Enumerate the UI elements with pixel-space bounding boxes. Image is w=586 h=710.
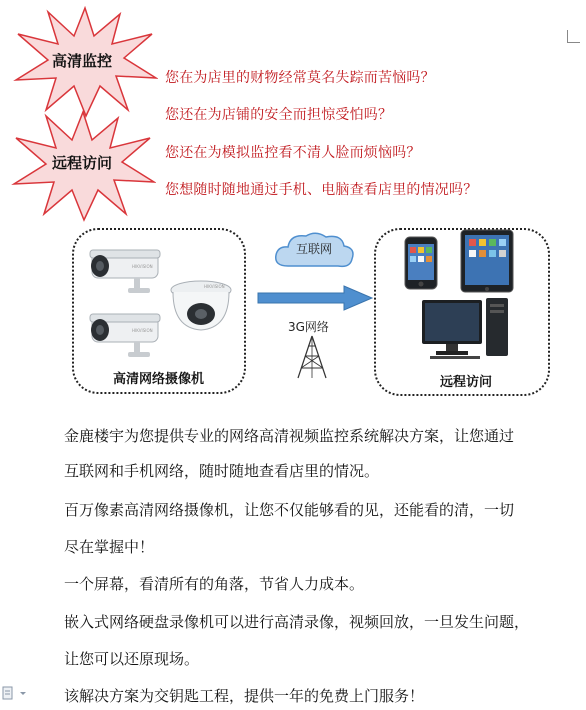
body-paragraph-line: 互联网和手机网络，随时随地查看店里的情况。 <box>64 462 380 480</box>
question-line: 您还在为模拟监控看不清人脸而烦恼吗？ <box>165 145 421 161</box>
question-line: 您在为店里的财物经常莫名失踪而苦恼吗？ <box>165 70 435 86</box>
badge-label-hd: 高清监控 <box>52 52 113 70</box>
page-margin-marker <box>567 30 580 43</box>
bullet-camera-icon <box>84 246 168 296</box>
tablet-icon <box>460 229 514 293</box>
camera-brand-text: HIKVISION <box>204 284 225 289</box>
smartphone-icon <box>404 236 438 290</box>
question-line: 您想随时随地通过手机、电脑查看店里的情况吗？ <box>165 182 478 198</box>
body-paragraph-line: 尽在掌握中！ <box>64 538 155 556</box>
right-arrow-icon <box>256 284 374 312</box>
dome-camera-icon <box>166 276 236 340</box>
network-label: 3G网络 <box>288 320 329 334</box>
cloud-label: 互联网 <box>296 242 333 256</box>
camera-brand-text: HIKVISION <box>132 264 153 269</box>
question-line: 您还在为店铺的安全而担惊受怕吗？ <box>165 107 393 123</box>
paste-options-icon[interactable] <box>2 686 30 700</box>
body-paragraph-line: 让您可以还原现场。 <box>64 650 200 668</box>
body-paragraph-line: 该解决方案为交钥匙工程，提供一年的免费上门服务！ <box>64 687 425 705</box>
body-paragraph-line: 金鹿楼宇为您提供专业的网络高清视频监控系统解决方案，让您通过 <box>64 427 515 445</box>
camera-box-label: 高清网络摄像机 <box>113 372 205 387</box>
remote-box-label: 远程访问 <box>440 375 493 390</box>
body-paragraph-line: 嵌入式网络硬盘录像机可以进行高清录像，视频回放，一旦发生问题， <box>64 613 530 631</box>
badge-label-remote: 远程访问 <box>52 154 113 172</box>
signal-tower-icon <box>290 334 334 380</box>
body-paragraph-line: 百万像素高清网络摄像机，让您不仅能够看的见，还能看的清，一切 <box>64 501 515 519</box>
bullet-camera-icon <box>84 310 168 360</box>
desktop-computer-icon <box>420 296 512 360</box>
body-paragraph-line: 一个屏幕，看清所有的角落，节省人力成本。 <box>64 575 365 593</box>
camera-brand-text: HIKVISION <box>132 328 153 333</box>
